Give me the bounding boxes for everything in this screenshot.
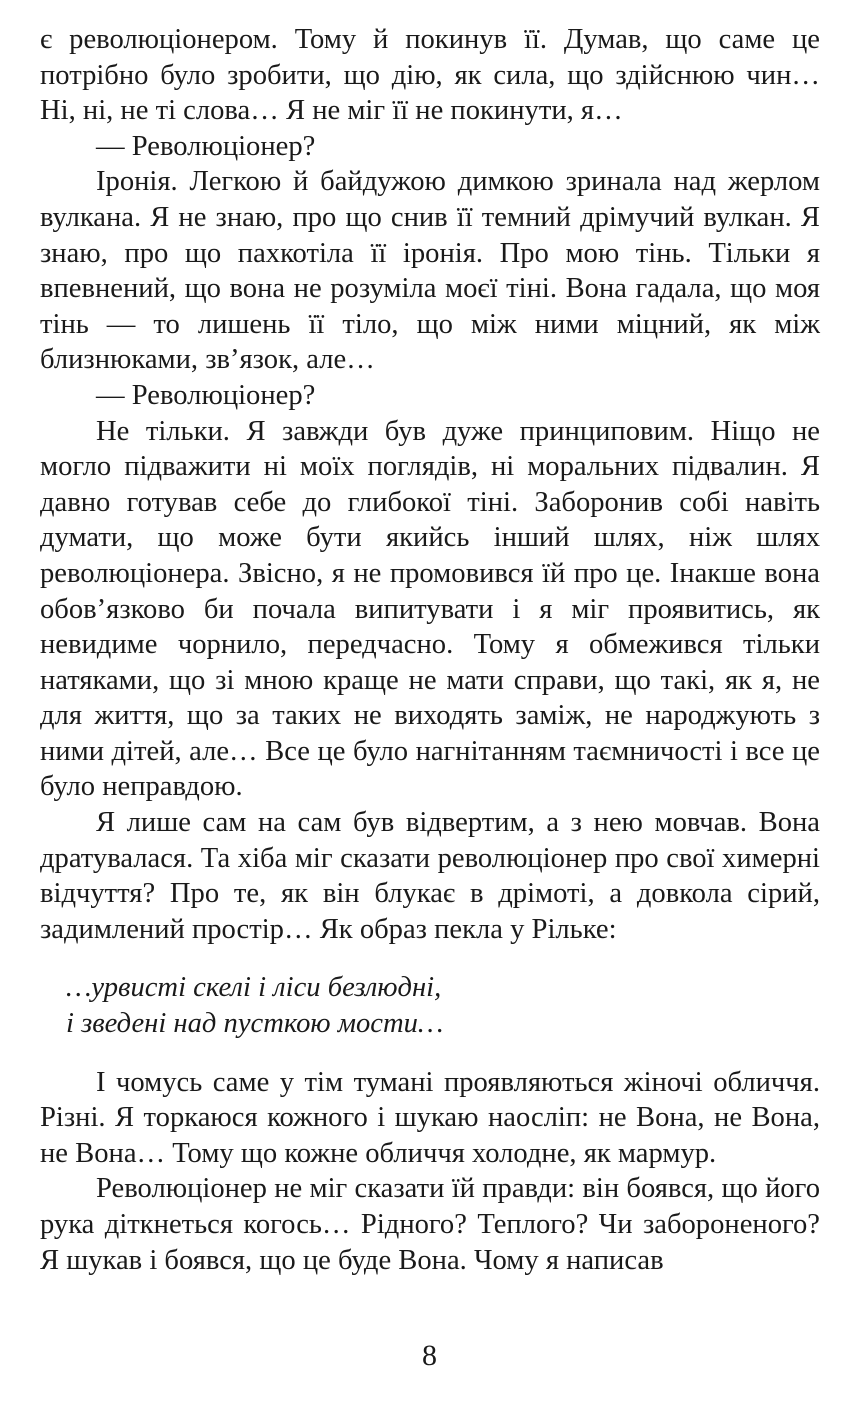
paragraph-4: Я лише сам на сам був відвертим, а з нею мовчав. Вона дратувалася. Та хіба міг сказати революціонер про свої химерні відчуття? Про те, як він блукає в дрімоті, а довкола сірий, задимлений простір… Як образ пекла у Рільке: [40, 807, 820, 945]
poem-line-1: …урвисті скелі і ліси безлюдні, [66, 972, 442, 1004]
paragraph-1: є революціонером. Тому й покинув її. Думав, що саме це потрібно було зробити, що дію, як сила, що здійснюю чин… Ні, ні, не ті слова… Я не міг її не покинути, я… [40, 24, 820, 127]
dialogue-line-2: — Революціонер? [96, 379, 316, 411]
paragraph-3: Не тільки. Я завжди був дуже принциповим. Ніщо не могло підважити ні моїх поглядів, ні моральних підвалин. Я давно готував себе до глибокої тіні. Заборонив собі навіть думати, що може бути якийсь інший шлях, ніж шлях революціонера. Звісно, я не промовився їй про це. Інакше вона обов’язково би почала випитувати і я міг проявитись, як невидиме чорнило, передчасно. Тому я обмежився тільки натяками, що зі мною краще не мати справи, що такі, як я, не для життя, що за таких не виходять заміж, не народжують з ними дітей, але… Все це було нагнітанням таємничості і все це було неправдою. [40, 415, 820, 803]
poem-quote [66, 970, 820, 1041]
page-number: 8 [422, 1339, 437, 1372]
paragraph-5: І чомусь саме у тім тумані проявляються жіночі обличчя. Різні. Я торкаюся кожного і шукаю наосліп: не Вона, не Вона, не Вона… Тому що кожне обличчя холодне, як мармур. [40, 1066, 820, 1169]
paragraph-6: Революціонер не міг сказати їй правди: він боявся, що його рука діткнеться когось… Рідного? Теплого? Чи забороненого? Я шукав і боявся, що це буде Вона. Чому я написав [40, 1173, 820, 1276]
poem-line-2: і зведені над пусткою мости… [66, 1008, 444, 1040]
book-page-text [40, 22, 820, 1278]
dialogue-line-1: — Революціонер? [96, 130, 316, 162]
paragraph-2: Іронія. Легкою й байдужою димкою зринала над жерлом вулкана. Я не знаю, про що снив її темний дрімучий вулкан. Я знаю, про що пахкотіла її іронія. Про мою тінь. Тільки я впевнений, що вона не розуміла моєї тіні. Вона гадала, що моя тінь — то лишень її тіло, що між ними міцний, як між близнюками, зв’язок, але… [40, 166, 820, 376]
